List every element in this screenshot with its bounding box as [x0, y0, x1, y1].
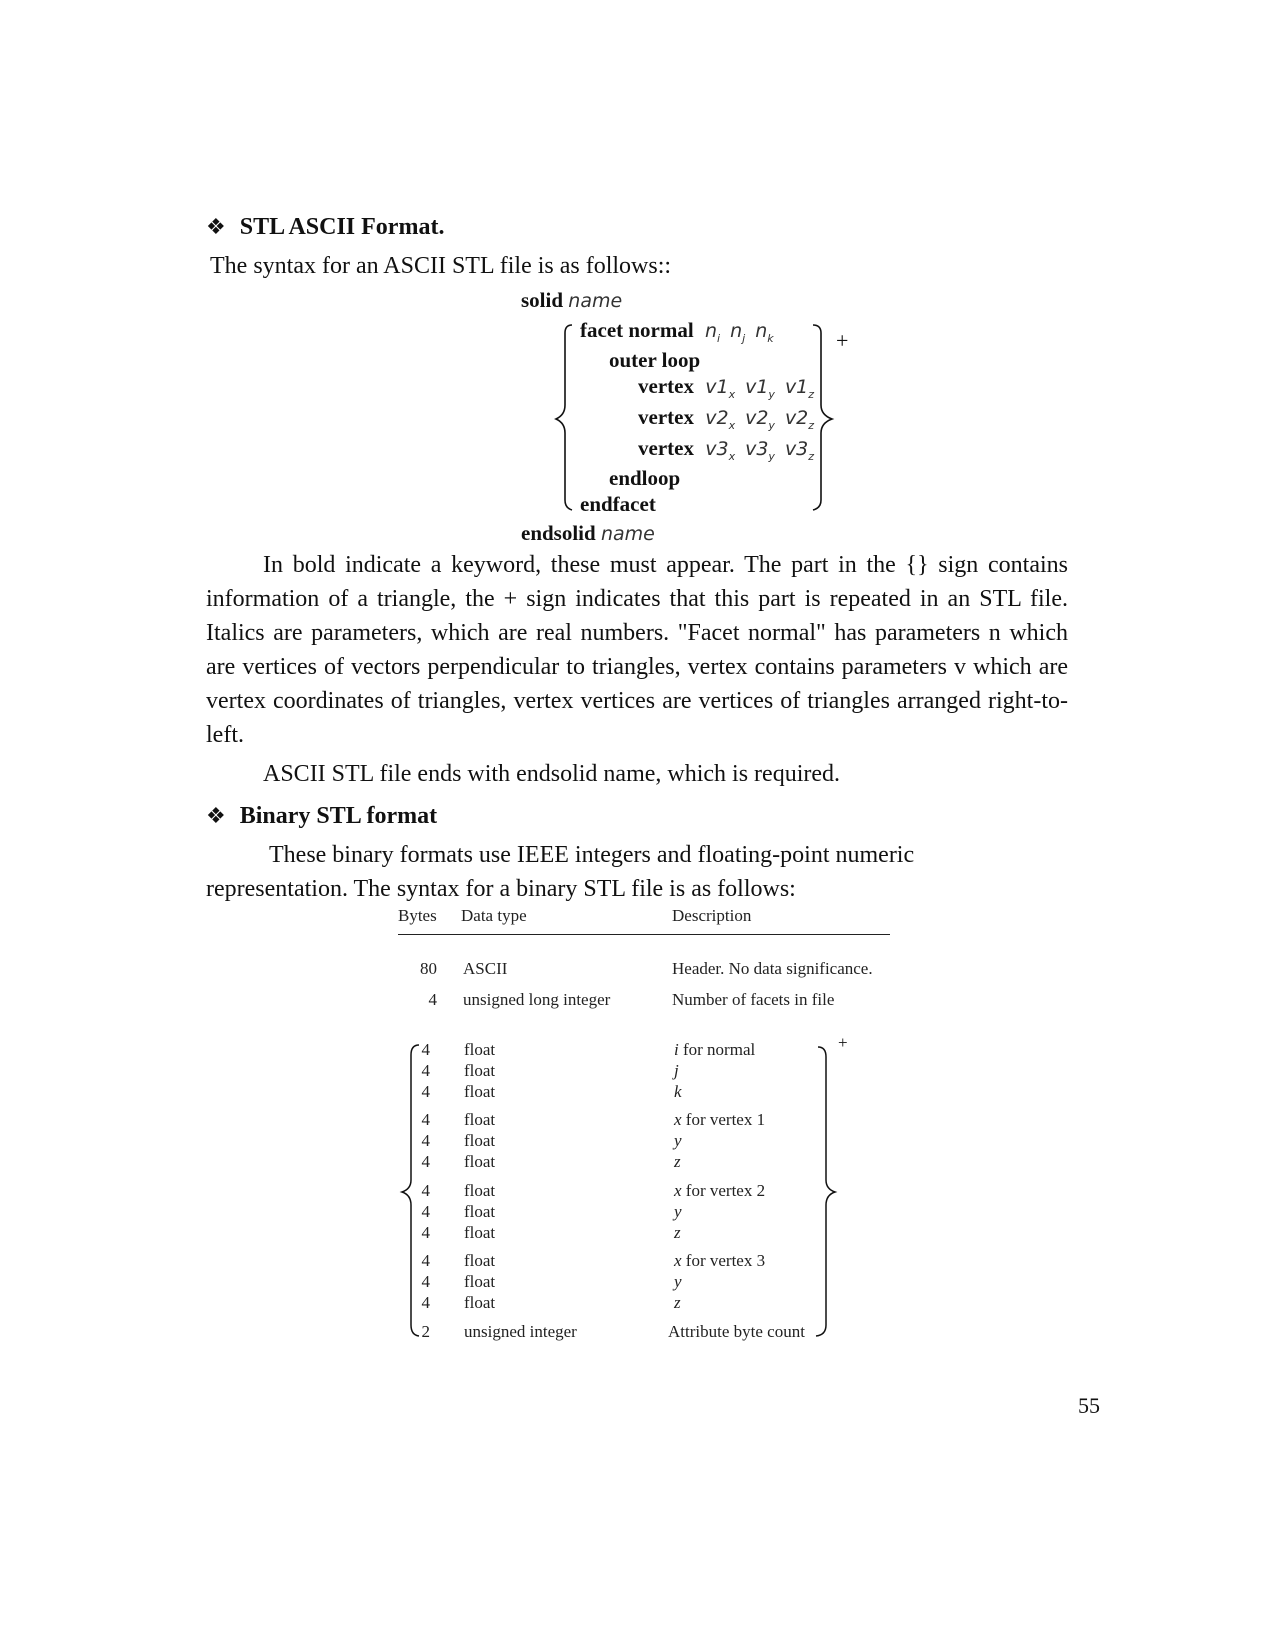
variable-symbol: z: [674, 1152, 681, 1171]
param-symbol: $v2_y$: [745, 407, 775, 432]
kw-solid: solid: [521, 288, 564, 312]
kw-facet-normal: facet normal: [580, 318, 694, 342]
variable-symbol: x: [674, 1181, 682, 1200]
param-subscript: y: [768, 387, 775, 401]
kw-endloop: endloop: [609, 466, 681, 490]
param-subscript: x: [728, 418, 736, 432]
cell-bytes: 2: [421, 1322, 430, 1341]
cell-bytes: 4: [428, 990, 437, 1009]
cell-data-type: float: [464, 1152, 496, 1171]
param-symbol: $v1_x$: [705, 376, 736, 401]
repeat-plus-mark: +: [836, 328, 849, 353]
left-brace-icon: [402, 1045, 419, 1336]
cell-data-type: float: [464, 1110, 496, 1129]
param-symbol: $n_i$: [704, 320, 721, 345]
binary-intro-line-2: representation. The syntax for a binary STL file is as follows:: [206, 876, 796, 902]
cell-data-type: float: [464, 1040, 496, 1059]
variable-symbol: k: [674, 1082, 682, 1101]
cell-bytes: 4: [421, 1061, 430, 1080]
cell-bytes: 4: [421, 1131, 430, 1150]
cell-bytes: 4: [421, 1110, 430, 1129]
col-header-data-type: Data type: [461, 906, 527, 925]
cell-data-type: unsigned integer: [464, 1322, 577, 1341]
param-subscript: z: [808, 387, 815, 401]
cell-data-type: float: [464, 1272, 496, 1291]
param-subscript: x: [728, 449, 736, 463]
cell-data-type: float: [464, 1181, 496, 1200]
cell-description: Attribute byte count: [668, 1322, 805, 1341]
cell-data-type: float: [464, 1223, 496, 1242]
cell-bytes: 4: [421, 1251, 430, 1270]
param-symbol: $n_k$: [755, 320, 774, 345]
param-symbol: $v3_z$: [784, 438, 815, 463]
cell-data-type: float: [464, 1082, 496, 1101]
cell-description: x for vertex 2: [674, 1181, 766, 1200]
col-header-bytes: Bytes: [398, 906, 437, 925]
param-symbol: $v3_y$: [745, 438, 775, 463]
variable-symbol: i: [674, 1040, 679, 1059]
param-name: name: [568, 290, 623, 312]
param-subscript: y: [768, 418, 775, 432]
param-name: name: [600, 523, 655, 545]
cell-data-type: unsigned long integer: [463, 990, 611, 1009]
cell-bytes: 4: [421, 1223, 430, 1242]
diamond-bullet-icon: ❖: [206, 214, 226, 239]
kw-vertex: vertex: [638, 374, 694, 398]
param-symbol: $n_j$: [730, 320, 746, 345]
table-repeat-plus-mark: +: [838, 1033, 848, 1052]
param-subscript: z: [808, 418, 815, 432]
variable-symbol: z: [674, 1223, 681, 1242]
cell-data-type: float: [464, 1202, 496, 1221]
cell-bytes: 4: [421, 1040, 430, 1059]
kw-endfacet: endfacet: [580, 492, 656, 516]
param-subscript: y: [768, 449, 775, 463]
cell-data-type: float: [464, 1293, 496, 1312]
param-subscript: j: [742, 331, 746, 345]
cell-bytes: 4: [421, 1202, 430, 1221]
cell-bytes: 4: [421, 1272, 430, 1291]
cell-description: i for normal: [674, 1040, 756, 1059]
cell-description: x for vertex 3: [674, 1251, 766, 1270]
param-symbol: $v1_y$: [745, 376, 775, 401]
heading-text: Binary STL format: [239, 803, 438, 829]
cell-description: x for vertex 1: [674, 1110, 766, 1129]
param-subscript: i: [717, 331, 721, 345]
paragraph-endsolid: ASCII STL file ends with endsolid name, which is required.: [263, 761, 841, 787]
cell-bytes: 4: [421, 1082, 430, 1101]
cell-data-type: float: [464, 1131, 496, 1150]
cell-bytes: 80: [420, 959, 437, 978]
col-header-description: Description: [672, 906, 752, 925]
cell-data-type: ASCII: [463, 959, 508, 978]
cell-data-type: float: [464, 1251, 496, 1270]
param-symbol: $v2_z$: [784, 407, 815, 432]
param-subscript: k: [767, 331, 774, 345]
param-symbol: $v2_x$: [705, 407, 736, 432]
cell-description: Header. No data significance.: [672, 959, 873, 978]
page-number: 55: [1078, 1393, 1100, 1418]
ascii-intro: The syntax for an ASCII STL file is as follows::: [210, 253, 672, 279]
paragraph-keywords: In bold indicate a keyword, these must appear. The part in the {} sign contains information of a triangle, the + sign indicates that this part is repeated in an STL file. Italics are parameters, which are real numbers. "Facet normal" has parameters n which are vertices of vectors perpendicular to triangles, vertex contains parameters v which are vertex coordinates of triangles, vertex vertices are vertices of triangles arranged right-to-left.: [206, 552, 1068, 748]
diamond-bullet-icon: ❖: [206, 803, 226, 828]
binary-intro-line-1: These binary formats use IEEE integers and floating-point numeric: [269, 842, 915, 868]
variable-symbol: y: [674, 1131, 682, 1150]
variable-symbol: y: [674, 1272, 682, 1291]
cell-data-type: float: [464, 1061, 496, 1080]
variable-symbol: z: [674, 1293, 681, 1312]
right-brace-icon: [816, 1047, 835, 1336]
kw-vertex: vertex: [638, 405, 694, 429]
kw-vertex: vertex: [638, 436, 694, 460]
variable-symbol: x: [674, 1251, 682, 1270]
kw-outer-loop: outer loop: [609, 348, 701, 372]
variable-symbol: y: [674, 1202, 682, 1221]
variable-symbol: j: [674, 1061, 679, 1080]
param-subscript: z: [808, 449, 815, 463]
param-symbol: $v3_x$: [705, 438, 736, 463]
cell-bytes: 4: [421, 1293, 430, 1312]
param-subscript: x: [728, 387, 736, 401]
param-symbol: $v1_z$: [784, 376, 815, 401]
variable-symbol: x: [674, 1110, 682, 1129]
heading-text: STL ASCII Format.: [239, 214, 445, 240]
cell-bytes: 4: [421, 1152, 430, 1171]
cell-description: Number of facets in file: [672, 990, 835, 1009]
kw-endsolid: endsolid: [521, 521, 596, 545]
cell-bytes: 4: [421, 1181, 430, 1200]
